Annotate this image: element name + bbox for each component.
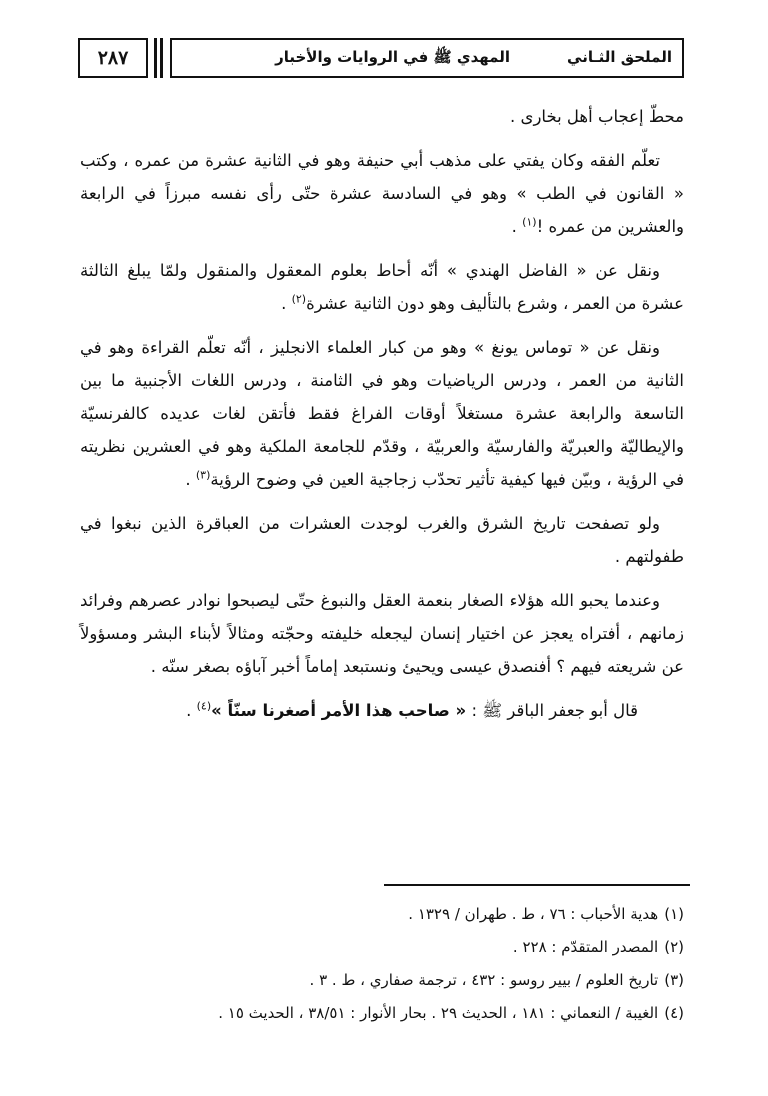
paragraph-text: وعندما يحبو الله هؤلاء الصغار بنعمة العقل والنبوغ حتّى ليصبحوا نوادر عصرهم وفرائد زمانهم ، أفتراه يعجز عن اختيار إنسان ليجعله خليفته وحجّته ومثالاً لأبناء البشر ومسؤولاً عن شريعته فيهم ؟ أفنصدق عيسى ويحيئ ونستبعد إماماً أخبر آباؤه بصغر سنّه .	[80, 591, 684, 676]
footnote-number: (٣)	[664, 971, 684, 989]
footnote-ref: (١)	[522, 215, 537, 229]
footnote-text: تاريخ العلوم / بيير روسو : ٤٣٢ ، ترجمة صفاري ، ط . ٣ .	[309, 971, 659, 989]
footnote-text: المصدر المتقدّم : ٢٢٨ .	[512, 938, 659, 956]
paragraph-text: تعلّم الفقه وكان يفتي على مذهب أبي حنيفة وهو في الثانية عشرة من عمره ، وكتب « القانون في الطب » وهو في السادسة عشرة حتّى رأى نفسه مبرزاً في الرابعة والعشرين من عمره !	[80, 151, 684, 236]
hadith-quote: قال أبو جعفر الباقر ﷺ : « صاحب هذا الأمر أصغرنا سنّاً »$^{(٤)}$ .	[186, 699, 638, 720]
footnote-number: (٤)	[664, 1004, 684, 1022]
page-number: ٢٨٧	[78, 38, 148, 78]
footnotes	[80, 898, 684, 1030]
footnote	[80, 898, 684, 931]
header-divider	[154, 38, 157, 78]
paragraph: ونقل عن « الفاضل الهندي » أنّه أحاط بعلوم المعقول والمنقول ولمّا يبلغ الثالثة عشرة من العمر ، وشرع بالتأليف وهو دون الثانية عشرة$^{(٢)}$ .	[80, 261, 684, 313]
footnote	[80, 997, 684, 1030]
paragraph-text: ونقل عن « الفاضل الهندي » أنّه أحاط بعلوم المعقول والمنقول ولمّا يبلغ الثالثة عشرة من العمر ، وشرع بالتأليف وهو دون الثانية عشرة	[80, 261, 684, 313]
header-title-box	[170, 38, 684, 78]
footnote-text: الغيبة / النعماني : ١٨١ ، الحديث ٢٩ . بحار الأنوار : ٣٨/٥١ ، الحديث ١٥ .	[218, 1004, 659, 1022]
page-header	[78, 38, 684, 82]
paragraph	[80, 100, 684, 133]
footnote-ref: (٤)	[196, 699, 212, 713]
paragraph-text: ولو تصفحت تاريخ الشرق والغرب لوجدت العشرات من العباقرة الذين نبغوا في طفولتهم .	[80, 514, 684, 566]
paragraph: تعلّم الفقه وكان يفتي على مذهب أبي حنيفة وهو في الثانية عشرة من عمره ، وكتب « القانون في الطب » وهو في السادسة عشرة حتّى رأى نفسه مبرزاً في الرابعة والعشرين من عمره !$^{(١)}$ .	[80, 151, 684, 236]
footnote-number: (١)	[664, 905, 684, 923]
paragraph	[80, 507, 684, 573]
footnote-ref: (٢)	[291, 292, 307, 306]
footnote-number: (٢)	[664, 938, 684, 956]
footnote-ref: (٣)	[195, 468, 211, 482]
paragraph	[80, 584, 684, 683]
footnote	[80, 931, 684, 964]
section-title: الملحق الثـاني	[567, 48, 672, 66]
paragraph-text: محطّ إعجاب أهل بخارى .	[510, 107, 684, 126]
footnote-separator	[384, 884, 690, 886]
footnote-text: هدية الأحباب : ٧٦ ، ط . طهران / ١٣٢٩ .	[408, 905, 659, 923]
paragraph: ونقل عن « توماس يونغ » وهو من كبار العلماء الانجليز ، أنّه تعلّم القراءة وهو في الثانية من العمر ، ودرس الرياضيات وهو في الثامنة ، ودرس اللغات الأجنبية ما بين التاسعة والرابعة عشرة مستغلاً أوقات الفراغ فقط فأتقن لغات عديده كالفرنسيّة والإيطاليّة والعبريّة والفارسيّة والعربيّة ، وقدّم للجامعة الملكية وهو في العشرين نظريته في الرؤية ، وبيّن فيها كيفية تأثير تحدّب زجاجية العين في وضوح الرؤية$^{(٣)}$ .	[80, 338, 684, 489]
quote-text: « صاحب هذا الأمر أصغرنا سنّاً »	[211, 701, 467, 720]
quote-intro: قال أبو جعفر الباقر ﷺ :	[471, 701, 638, 720]
footnote	[80, 964, 684, 997]
header-divider	[160, 38, 163, 78]
paragraph-text: ونقل عن « توماس يونغ » وهو من كبار العلماء الانجليز ، أنّه تعلّم القراءة وهو في الثانية من العمر ، ودرس الرياضيات وهو في الثامنة ، ودرس اللغات الأجنبية ما بين التاسعة والرابعة عشرة مستغلاً أوقات الفراغ فقط فأتقن لغات عديده كالفرنسيّة والإيطاليّة والعبريّة والفارسيّة والعربيّة ، وقدّم للجامعة الملكية وهو في العشرين نظريته في الرؤية ، وبيّن فيها كيفية تأثير تحدّب زجاجية العين في وضوح الرؤية	[80, 338, 684, 489]
book-title: المهدي ﷺ في الروايات والأخبار	[275, 48, 510, 66]
main-text	[80, 100, 684, 738]
